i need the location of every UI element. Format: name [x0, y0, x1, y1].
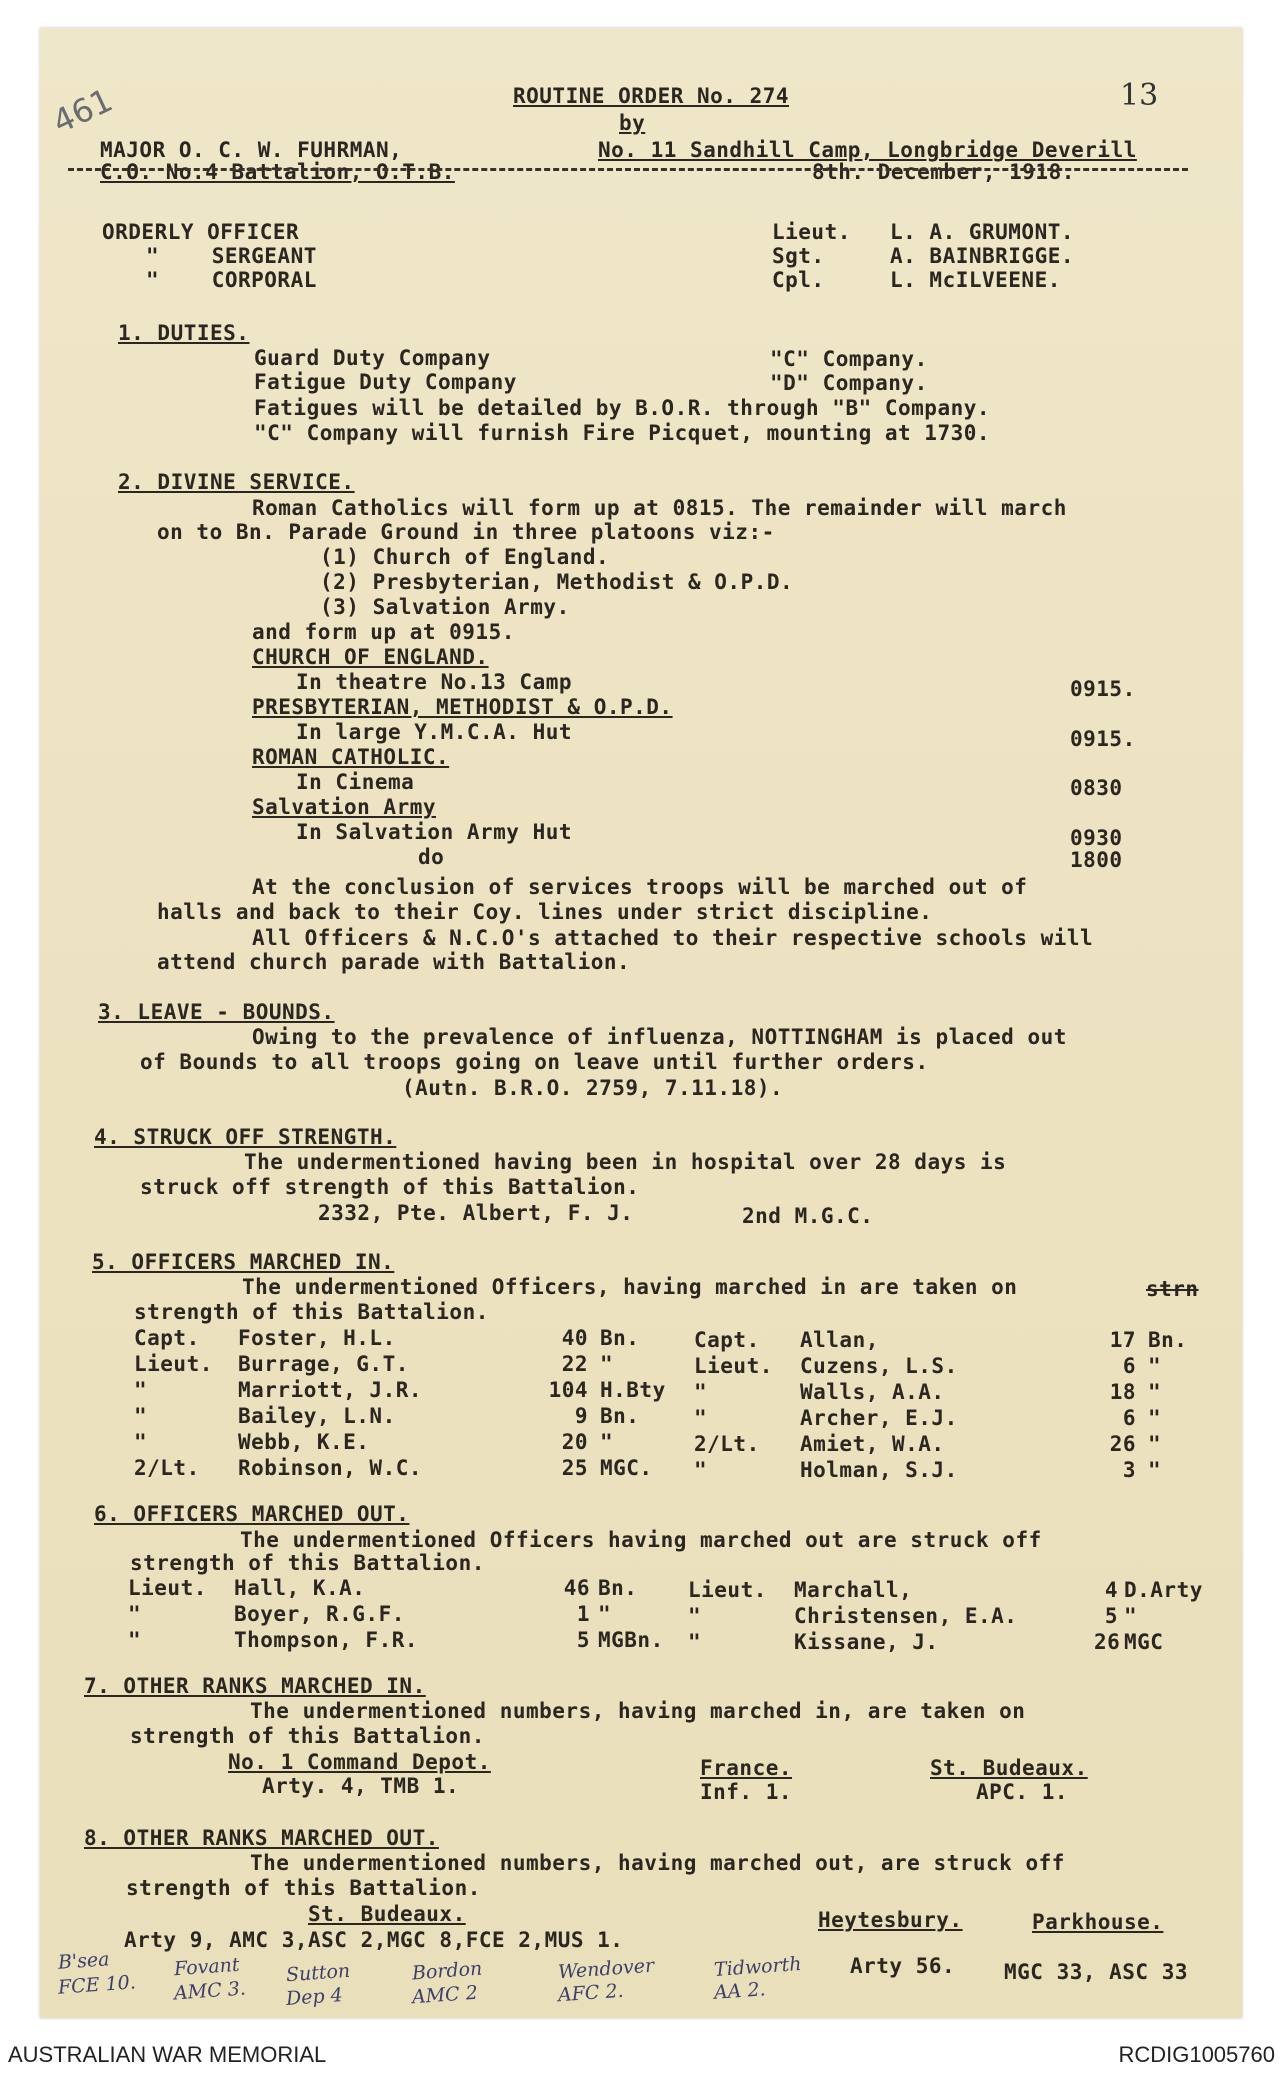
service-heading: PRESBYTERIAN, METHODIST & O.P.D.	[252, 695, 673, 719]
officer-rank: 2/Lt.	[134, 1456, 200, 1480]
officer-name: Marchall,	[794, 1578, 913, 1602]
officer-number: 17	[1109, 1328, 1136, 1352]
divine-text: All Officers & N.C.O's attached to their respective schools will	[252, 926, 1094, 950]
struck-entry: 2332, Pte. Albert, F. J.	[318, 1201, 634, 1225]
handwritten-annotation: Bordon	[411, 1957, 483, 1985]
officer-unit: Bn.	[598, 1576, 638, 1600]
group-heading: Heytesbury.	[818, 1908, 963, 1932]
officer-number: 40	[561, 1326, 588, 1350]
officers-out-text: The undermentioned Officers having marched out are struck off	[240, 1528, 1042, 1552]
or-out-text: strength of this Battalion.	[126, 1876, 481, 1900]
group-heading: France.	[700, 1756, 793, 1780]
officers-in-text: strength of this Battalion.	[134, 1300, 489, 1324]
divine-text: and form up at 0915.	[252, 620, 515, 644]
officer-name: Thompson, F.R.	[234, 1628, 419, 1652]
officer-unit: MGC.	[600, 1456, 653, 1480]
officer-number: 4	[1104, 1578, 1118, 1602]
officer-unit: "	[600, 1352, 614, 1376]
duty-value: "C" Company.	[770, 347, 928, 371]
handwritten-annotation: AMC 3.	[173, 1977, 247, 2005]
officer-rank: "	[128, 1628, 142, 1652]
officer-name: Marriott, J.R.	[238, 1378, 423, 1402]
officer-rank: Lieut.	[688, 1578, 767, 1602]
group-heading: Parkhouse.	[1032, 1910, 1164, 1934]
duty-text: Fatigues will be detailed by B.O.R. through "B" Company.	[254, 396, 991, 420]
service-place: In large Y.M.C.A. Hut	[296, 720, 573, 744]
officer-number: 6	[1122, 1354, 1136, 1378]
officer-unit: MGC	[1124, 1630, 1164, 1654]
or-in-text: The undermentioned numbers, having marched in, are taken on	[250, 1699, 1026, 1723]
officer-name: Amiet, W.A.	[800, 1432, 945, 1456]
struck-through-word: strn	[1146, 1277, 1199, 1301]
officer-number: 1	[576, 1602, 590, 1626]
officer-name: Walls, A.A.	[800, 1380, 945, 1404]
officer-unit: "	[600, 1430, 614, 1454]
service-place: In Salvation Army Hut	[296, 820, 573, 844]
officer-unit: "	[1148, 1380, 1162, 1404]
or-in-text: strength of this Battalion.	[130, 1724, 485, 1748]
officer-rank: "	[688, 1630, 702, 1654]
handwritten-annotation: Dep 4	[285, 1984, 344, 2010]
group-value: Arty. 4, TMB 1.	[262, 1774, 460, 1798]
officer-number: 3	[1122, 1458, 1136, 1482]
issuer-name: MAJOR O. C. W. FUHRMAN,	[100, 138, 403, 162]
officer-number: 18	[1109, 1380, 1136, 1404]
officer-rank: Lieut.	[134, 1352, 213, 1376]
officer-unit: "	[1148, 1354, 1162, 1378]
header-divider	[68, 168, 1188, 171]
footer-institution: AUSTRALIAN WAR MEMORIAL	[8, 2042, 327, 2067]
page-number-stamp: 13	[1120, 78, 1159, 113]
officer-rank: Lieut.	[694, 1354, 773, 1378]
orderly-name: L. A. GRUMONT.	[890, 220, 1075, 244]
service-time: 0930	[1070, 826, 1123, 850]
officer-number: 104	[548, 1378, 588, 1402]
section-heading-duties: 1. DUTIES.	[118, 321, 250, 345]
or-out-text: The undermentioned numbers, having marched out, are struck off	[250, 1851, 1065, 1875]
officer-name: Archer, E.J.	[800, 1406, 958, 1430]
camp-location: No. 11 Sandhill Camp, Longbridge Deverill	[598, 138, 1137, 162]
handwritten-annotation: Sutton	[285, 1959, 351, 1987]
leave-authority: (Autn. B.R.O. 2759, 7.11.18).	[402, 1076, 784, 1100]
group-heading: St. Budeaux.	[308, 1902, 466, 1926]
officer-name: Boyer, R.G.F.	[234, 1602, 405, 1626]
handwritten-annotation: Tidworth	[713, 1952, 803, 1982]
officers-out-text: strength of this Battalion.	[130, 1551, 485, 1575]
service-time: 0830	[1070, 776, 1123, 800]
officer-unit: H.Bty	[600, 1378, 666, 1402]
officer-name: Allan,	[800, 1328, 879, 1352]
officer-number: 6	[1122, 1406, 1136, 1430]
duty-text: "C" Company will furnish Fire Picquet, mounting at 1730.	[254, 421, 991, 445]
divine-list-item: (3) Salvation Army.	[320, 595, 570, 619]
group-heading: No. 1 Command Depot.	[228, 1750, 491, 1774]
officer-rank: "	[694, 1380, 708, 1404]
officer-number: 20	[561, 1430, 588, 1454]
officers-in-text: The undermentioned Officers, having marched in are taken on	[242, 1275, 1018, 1299]
service-heading: CHURCH OF ENGLAND.	[252, 645, 489, 669]
service-place: In theatre No.13 Camp	[296, 670, 573, 694]
group-value: APC. 1.	[976, 1780, 1069, 1804]
section-heading-officers-in: 5. OFFICERS MARCHED IN.	[92, 1250, 395, 1274]
service-place: In Cinema	[296, 770, 415, 794]
officer-name: Holman, S.J.	[800, 1458, 958, 1482]
officer-name: Robinson, W.C.	[238, 1456, 423, 1480]
orderly-rank: Sgt.	[772, 244, 825, 268]
officer-rank: Lieut.	[128, 1576, 207, 1600]
duty-value: "D" Company.	[770, 371, 928, 395]
group-heading: St. Budeaux.	[930, 1756, 1088, 1780]
orderly-role: " CORPORAL	[146, 268, 317, 292]
officer-number: 5	[576, 1628, 590, 1652]
officer-unit: "	[1148, 1406, 1162, 1430]
officer-rank: "	[134, 1378, 148, 1402]
service-time: 0915.	[1070, 677, 1136, 701]
leave-text: Owing to the prevalence of influenza, NOTTINGHAM is placed out	[252, 1025, 1067, 1049]
officer-unit: "	[598, 1602, 612, 1626]
divine-text: attend church parade with Battalion.	[157, 950, 631, 974]
section-heading-other-ranks-in: 7. OTHER RANKS MARCHED IN.	[84, 1674, 426, 1698]
order-date: 8th. December, 1918.	[812, 160, 1075, 184]
order-by: by	[619, 111, 646, 135]
group-value: Arty 9, AMC 3,ASC 2,MGC 8,FCE 2,MUS 1.	[124, 1928, 624, 1952]
section-heading-divine-service: 2. DIVINE SERVICE.	[118, 470, 355, 494]
handwritten-annotation: B'sea	[57, 1948, 111, 1974]
section-heading-leave-bounds: 3. LEAVE - BOUNDS.	[98, 1000, 335, 1024]
officer-unit: Bn.	[600, 1326, 640, 1350]
divine-text: halls and back to their Coy. lines under strict discipline.	[157, 900, 933, 924]
orderly-name: L. McILVEENE.	[890, 268, 1061, 292]
orderly-role: ORDERLY OFFICER	[102, 220, 300, 244]
officer-name: Christensen, E.A.	[794, 1604, 1018, 1628]
divine-list-item: (1) Church of England.	[320, 545, 610, 569]
officer-rank: "	[128, 1602, 142, 1626]
officer-unit: MGBn.	[598, 1628, 664, 1652]
handwritten-annotation: Fovant	[173, 1953, 241, 1981]
duty-label: Guard Duty Company	[254, 346, 491, 370]
officer-name: Cuzens, L.S.	[800, 1354, 958, 1378]
officer-number: 26	[1109, 1432, 1136, 1456]
section-heading-other-ranks-out: 8. OTHER RANKS MARCHED OUT.	[84, 1826, 439, 1850]
section-heading-officers-out: 6. OFFICERS MARCHED OUT.	[94, 1502, 410, 1526]
footer-record-id: RCDIG1005760	[1118, 2042, 1275, 2067]
group-value: MGC 33, ASC 33	[1004, 1960, 1189, 1984]
officer-unit: "	[1124, 1604, 1138, 1628]
struck-text: The undermentioned having been in hospital over 28 days is	[244, 1150, 1007, 1174]
handwritten-annotation: AA 2.	[713, 1978, 767, 2004]
officer-name: Bailey, L.N.	[238, 1404, 396, 1428]
handwritten-annotation: Wendover	[557, 1954, 655, 1984]
officer-unit: Bn.	[1148, 1328, 1188, 1352]
orderly-name: A. BAINBRIGGE.	[890, 244, 1075, 268]
orderly-role: " SERGEANT	[146, 244, 317, 268]
handwritten-annotation: AFC 2.	[557, 1979, 625, 2007]
group-value: Inf. 1.	[700, 1780, 793, 1804]
divine-text: At the conclusion of services troops will be marched out of	[252, 875, 1028, 899]
officer-name: Burrage, G.T.	[238, 1352, 409, 1376]
officer-rank: "	[134, 1404, 148, 1428]
service-heading: Salvation Army	[252, 795, 437, 819]
officer-rank: Capt.	[134, 1326, 200, 1350]
officer-name: Foster, H.L.	[238, 1326, 396, 1350]
orderly-rank: Cpl.	[772, 268, 825, 292]
officer-number: 46	[563, 1576, 590, 1600]
section-heading-struck-off: 4. STRUCK OFF STRENGTH.	[94, 1125, 397, 1149]
officer-name: Hall, K.A.	[234, 1576, 366, 1600]
orderly-rank: Lieut.	[772, 220, 851, 244]
officer-rank: 2/Lt.	[694, 1432, 760, 1456]
officer-number: 5	[1104, 1604, 1118, 1628]
officer-rank: "	[694, 1458, 708, 1482]
officer-number: 26	[1094, 1630, 1121, 1654]
service-heading: ROMAN CATHOLIC.	[252, 745, 450, 769]
handwritten-annotation: AMC 2	[411, 1981, 479, 2009]
handwritten-annotation: FCE 10.	[57, 1971, 137, 1999]
divine-text: Roman Catholics will form up at 0815. The remainder will march	[252, 496, 1067, 520]
service-ditto: do	[418, 845, 445, 869]
margin-folio-number: 461	[46, 80, 119, 142]
officer-unit: "	[1148, 1432, 1162, 1456]
group-value: Arty 56.	[850, 1954, 956, 1978]
service-time: 1800	[1070, 848, 1123, 872]
officer-rank: "	[688, 1604, 702, 1628]
officer-number: 25	[561, 1456, 588, 1480]
officer-rank: "	[134, 1430, 148, 1454]
officer-name: Webb, K.E.	[238, 1430, 370, 1454]
leave-text: of Bounds to all troops going on leave until further orders.	[140, 1050, 929, 1074]
officer-unit: Bn.	[600, 1404, 640, 1428]
officer-number: 9	[574, 1404, 588, 1428]
officer-rank: Capt.	[694, 1328, 760, 1352]
divine-list-item: (2) Presbyterian, Methodist & O.P.D.	[320, 570, 794, 594]
issuer-role: C.O. No.4 Battalion, O.T.B.	[100, 160, 455, 184]
officer-rank: "	[694, 1406, 708, 1430]
service-time: 0915.	[1070, 727, 1136, 751]
order-title: ROUTINE ORDER No. 274	[513, 84, 790, 108]
officer-unit: D.Arty	[1124, 1578, 1203, 1602]
officer-name: Kissane, J.	[794, 1630, 939, 1654]
officer-unit: "	[1148, 1458, 1162, 1482]
officer-number: 22	[561, 1352, 588, 1376]
struck-text: struck off strength of this Battalion.	[140, 1175, 640, 1199]
divine-text: on to Bn. Parade Ground in three platoons viz:-	[157, 520, 775, 544]
duty-label: Fatigue Duty Company	[254, 370, 517, 394]
struck-unit: 2nd M.G.C.	[742, 1204, 874, 1228]
